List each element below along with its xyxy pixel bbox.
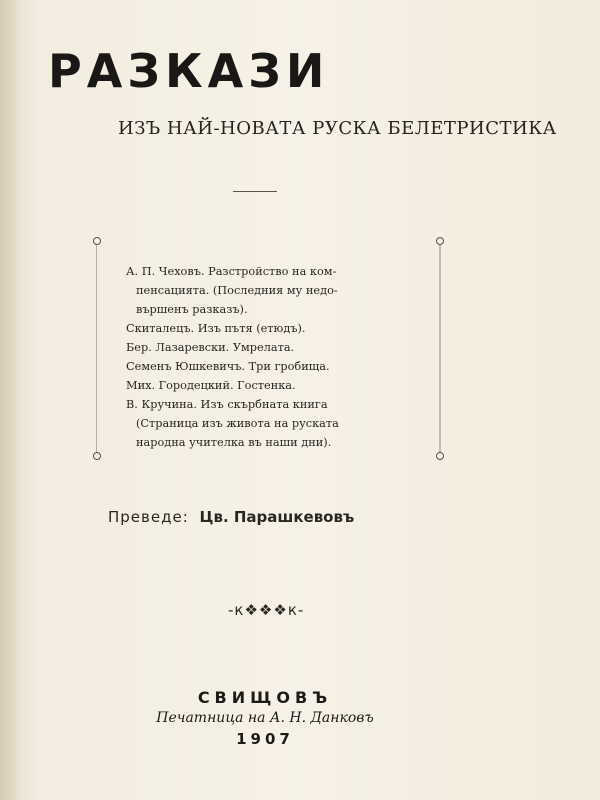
divider-rule <box>233 191 277 192</box>
book-subtitle: ИЗЪ НАЙ-НОВАТА РУСКА БЕЛЕТРИСТИКА <box>118 118 557 139</box>
contents-list <box>126 262 436 452</box>
pin-icon <box>93 237 101 245</box>
imprint <box>100 688 430 748</box>
imprint-city: СВИЩОВЪ <box>197 688 333 707</box>
imprint-year: 1907 <box>236 730 294 748</box>
contents-line: народна учителка въ наши дни). <box>136 436 332 449</box>
contents-line: В. Кручина. Изъ скърбната книга <box>126 398 328 411</box>
translator-credit <box>108 508 354 526</box>
contents-line: А. П. Чеховъ. Разстройство на ком- <box>126 265 337 278</box>
contents-line: (Страница изъ живота на руската <box>136 417 339 430</box>
book-title: РАЗКАЗИ <box>48 44 330 98</box>
ornament-icon: -к❖❖❖к- <box>228 601 305 619</box>
imprint-printer: Печатница на А. Н. Данковъ <box>156 710 374 726</box>
contents-line: Семенъ Юшкевичъ. Три гробища. <box>126 360 330 373</box>
contents-line: вършенъ разказъ). <box>136 303 248 316</box>
pin-icon <box>93 452 101 460</box>
translator-label: Преведе: <box>108 508 189 526</box>
contents-line: Мих. Городецкий. Гостенка. <box>126 379 296 392</box>
pin-icon <box>436 452 444 460</box>
contents-line: Бер. Лазаревски. Умрелата. <box>126 341 295 354</box>
translator-name: Цв. Парашкевовъ <box>199 508 355 526</box>
page-spine-shadow <box>0 0 22 800</box>
contents-line: пенсацията. (Последния му недо- <box>136 284 338 297</box>
pin-icon <box>436 237 444 245</box>
contents-line: Скиталецъ. Изъ пътя (етюдъ). <box>126 322 306 335</box>
